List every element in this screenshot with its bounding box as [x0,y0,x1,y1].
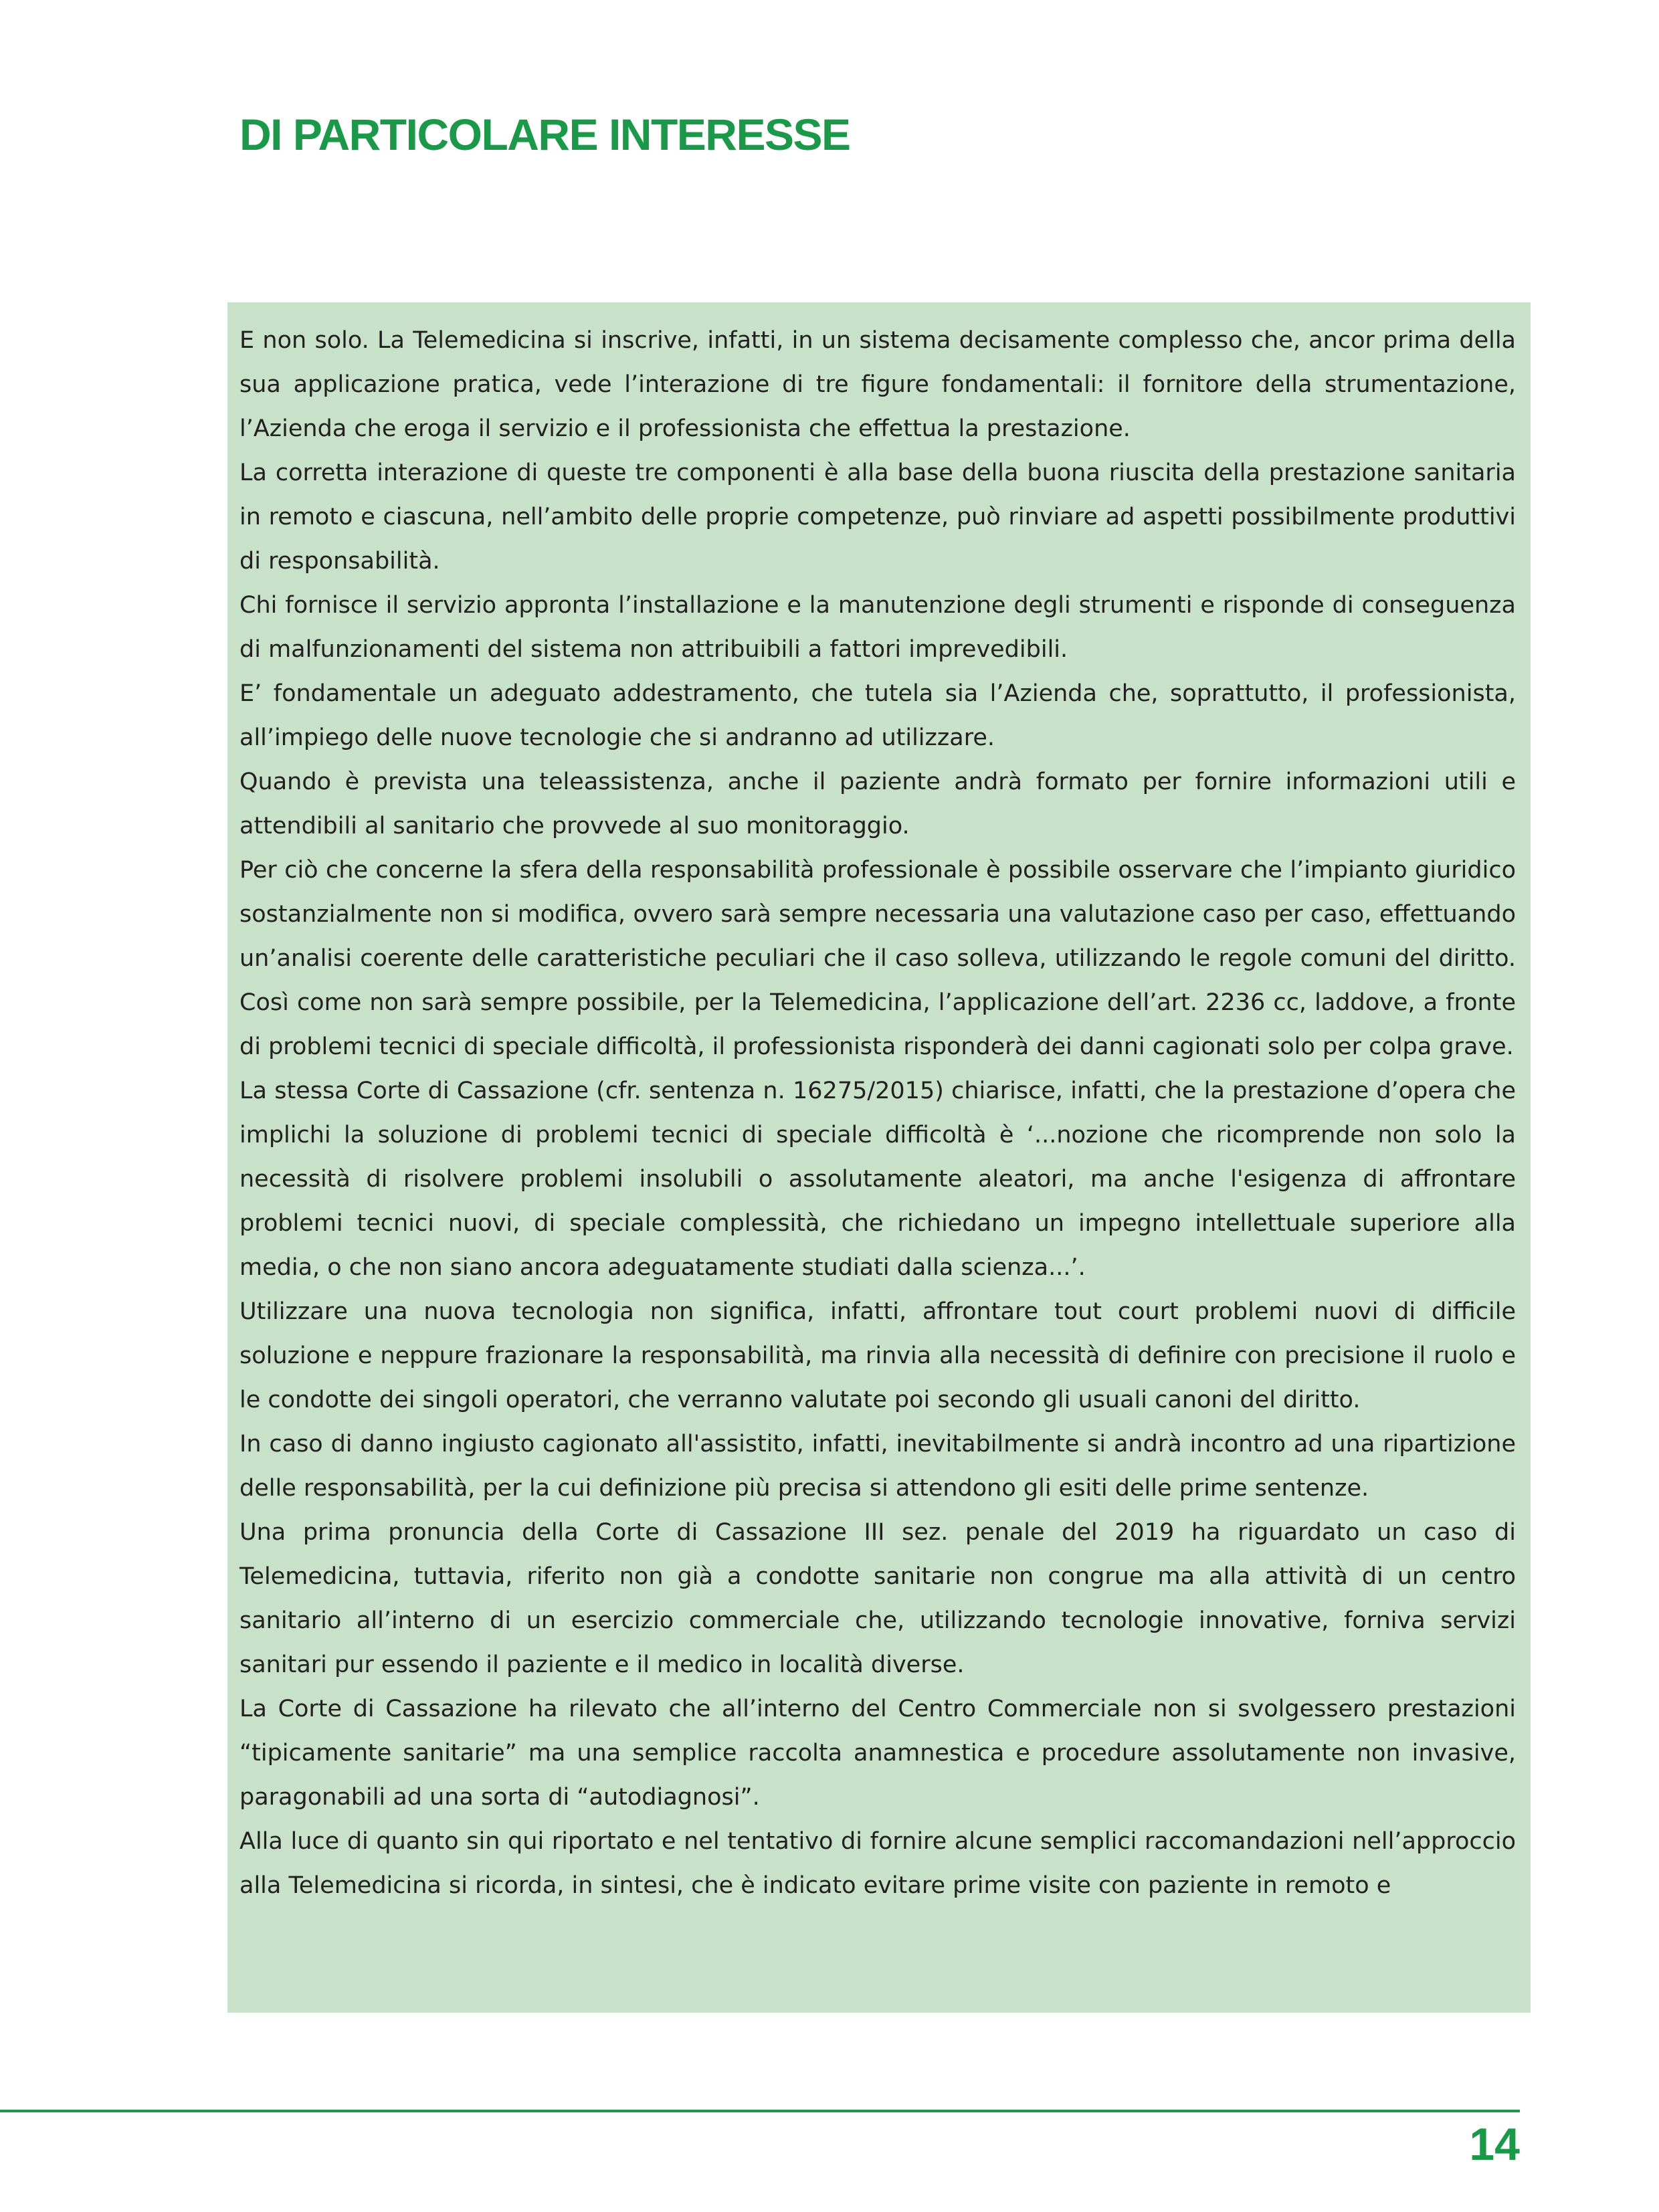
paragraph-3: Chi fornisce il servizio appronta l’installazione e la manutenzione degli strumenti e risponde di conseguenza di malfunzionamenti del sistema non attribuibili a fattori imprevedibili. [239,592,1516,663]
page-number: 14 [1469,2119,1520,2170]
paragraph-6: Per ciò che concerne la sfera della responsabilità professionale è possibile osservare che l’impianto giuridico sostanzialmente non si modifica, ovvero sarà sempre necessaria una valutazione caso per caso, effettuando un’analisi coerente delle caratteristiche peculiari che il caso solleva, utilizzando le regole comuni del diritto. Così come non sarà sempre possibile, per la Telemedicina, l’applicazione dell’art. 2236 cc, laddove, a fronte di problemi tecnici di speciale difficoltà, il professionista risponderà dei danni cagionati solo per colpa grave. [239,857,1516,1060]
paragraph-9: In caso di danno ingiusto cagionato all'assistito, infatti, inevitabilmente si andrà incontro ad una ripartizione delle responsabilità, per la cui definizione più precisa si attendono gli esiti delle prime sentenze. [239,1431,1516,1502]
paragraph-8: Utilizzare una nuova tecnologia non significa, infatti, affrontare tout court problemi nuovi di difficile soluzione e neppure frazionare la responsabilità, ma rinvia alla necessità di definire con precisione il ruolo e le condotte dei singoli operatori, che verranno valutate poi secondo gli usuali canoni del diritto. [239,1298,1516,1413]
paragraph-5: Quando è prevista una teleassistenza, anche il paziente andrà formato per fornire informazioni utili e attendibili al sanitario che provvede al suo monitoraggio. [239,769,1516,839]
section-title: DI PARTICOLARE INTERESSE [239,110,850,159]
paragraph-11: La Corte di Cassazione ha rilevato che all’interno del Centro Commerciale non si svolgessero prestazioni “tipicamente sanitarie” ma una semplice raccolta anamnestica e procedure assolutamente non invasive, paragonabili ad una sorta di “autodiagnosi”. [239,1696,1516,1811]
paragraph-12: Alla luce di quanto sin qui riportato e nel tentativo di fornire alcune semplici raccomandazioni nell’approccio alla Telemedicina si ricorda, in sintesi, che è indicato evitare prime visite con paziente in remoto e [239,1828,1516,1899]
footer-divider [0,2110,1520,2112]
paragraph-10: Una prima pronuncia della Corte di Cassazione III sez. penale del 2019 ha riguardato un caso di Telemedicina, tuttavia, riferito non già a condotte sanitarie non congrue ma alla attività di un centro sanitario all’interno di un esercizio commerciale che, utilizzando tecnologie innovative, forniva servizi sanitari pur essendo il paziente e il medico in località diverse. [239,1519,1516,1678]
paragraph-4: E’ fondamentale un adeguato addestramento, che tutela sia l’Azienda che, soprattutto, il professionista, all’impiego delle nuove tecnologie che si andranno ad utilizzare. [239,680,1516,751]
paragraph-2: La corretta interazione di queste tre componenti è alla base della buona riuscita della prestazione sanitaria in remoto e ciascuna, nell’ambito delle proprie competenze, può rinviare ad aspetti possibilmente produttivi di responsabilità. [239,460,1516,575]
highlighted-text-box [227,302,1531,2013]
paragraph-1: E non solo. La Telemedicina si inscrive, infatti, in un sistema decisamente complesso che, ancor prima della sua applicazione pratica, vede l’interazione di tre figure fondamentali: il fornitore della strumentazione, l’Azienda che eroga il servizio e il professionista che effettua la prestazione. [239,327,1516,442]
paragraph-7: La stessa Corte di Cassazione (cfr. sentenza n. 16275/2015) chiarisce, infatti, che la prestazione d’opera che implichi la soluzione di problemi tecnici di speciale difficoltà è ‘...nozione che ricomprende non solo la necessità di risolvere problemi insolubili o assolutamente aleatori, ma anche l'esigenza di affrontare problemi tecnici nuovi, di speciale complessità, che richiedano un impegno intellettuale superiore alla media, o che non siano ancora adeguatamente studiati dalla scienza...’. [239,1078,1516,1281]
